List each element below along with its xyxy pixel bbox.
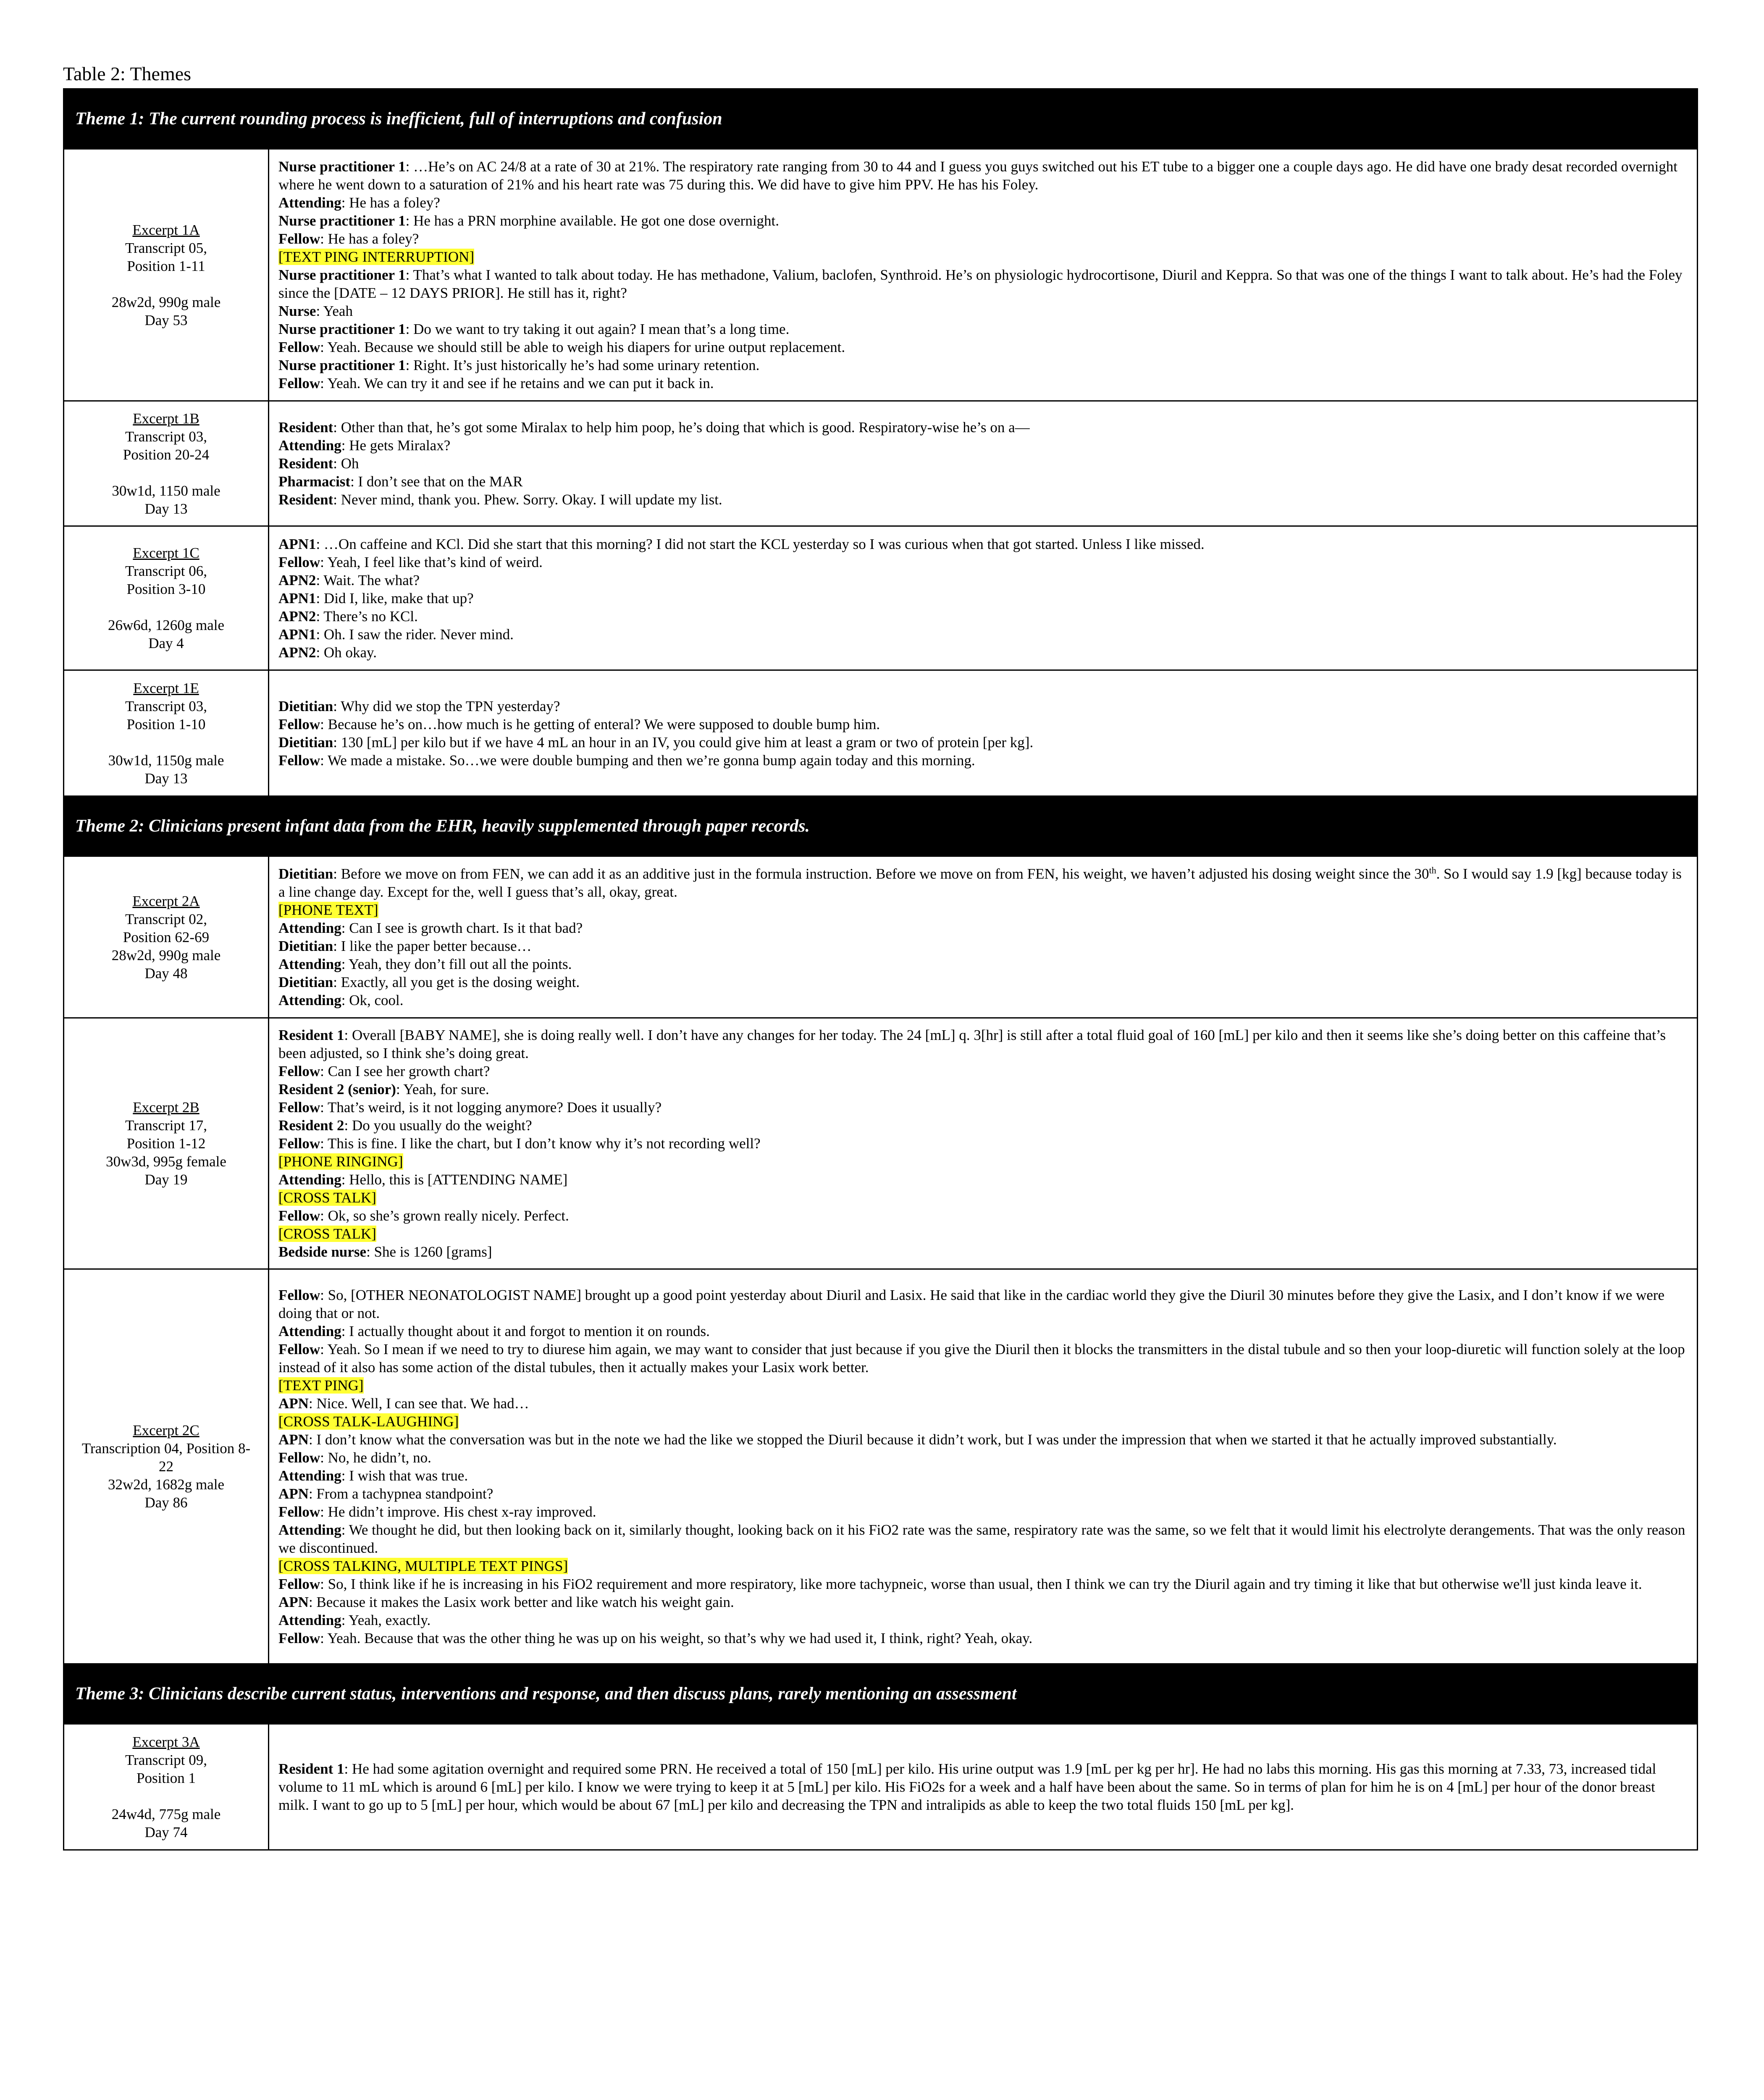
excerpt-row — [64, 670, 1698, 796]
excerpt-meta-cell — [64, 149, 269, 401]
utterance-text: : I actually thought about it and forgot to mention it on rounds. — [341, 1323, 710, 1339]
excerpt-row — [64, 1018, 1698, 1269]
speaker-name: APN — [278, 1395, 309, 1412]
speaker-name: Fellow — [278, 752, 320, 769]
excerpt-label: Excerpt 2B — [133, 1099, 200, 1116]
transcript-line — [278, 733, 1687, 751]
utterance-text: : Why did we stop the TPN yesterday? — [333, 698, 560, 714]
transcript-line — [278, 1116, 1687, 1134]
excerpt-meta-line: Transcript 09, — [125, 1751, 207, 1768]
utterance-text: : Never mind, thank you. Phew. Sorry. Okay. I will update my list. — [333, 491, 722, 508]
excerpt-meta-line: Day 4 — [148, 635, 184, 651]
utterance-text: : Yeah. Because we should still be able to weigh his diapers for urine output replacement. — [320, 339, 845, 355]
transcript-line — [278, 1322, 1687, 1340]
transcript-line — [278, 571, 1687, 589]
speaker-name: APN2 — [278, 608, 316, 625]
utterance-text: : From a tachypnea standpoint? — [308, 1485, 494, 1502]
interruption-note: [CROSS TALK] — [278, 1189, 376, 1206]
speaker-name: Fellow — [278, 375, 320, 391]
utterance-text: : Exactly, all you get is the dosing weight. — [333, 974, 580, 990]
transcript-line — [278, 356, 1687, 374]
utterance-text: : Wait. The what? — [316, 572, 420, 588]
excerpt-meta-line: 30w3d, 995g female — [106, 1153, 226, 1170]
excerpt-meta-line: Position 62-69 — [123, 929, 210, 945]
utterance-text: : She is 1260 [grams] — [366, 1244, 492, 1260]
transcript-line — [278, 715, 1687, 733]
transcript-line — [278, 535, 1687, 553]
utterance-text: : Ok, cool. — [341, 992, 404, 1008]
speaker-name: Nurse practitioner 1 — [278, 357, 406, 373]
transcript-line — [278, 973, 1687, 991]
utterance-text: : I like the paper better because… — [333, 938, 532, 954]
excerpt-meta-cell — [64, 670, 269, 796]
transcript-line — [278, 436, 1687, 454]
speaker-name: Attending — [278, 437, 341, 454]
transcript-line — [278, 266, 1687, 302]
speaker-name: APN — [278, 1431, 309, 1448]
transcript-line — [278, 454, 1687, 472]
utterance-text: : Can I see her growth chart? — [320, 1063, 490, 1079]
utterance-text: : He has a foley? — [320, 231, 419, 247]
excerpt-label: Excerpt 2A — [132, 892, 200, 909]
transcript-line — [278, 1376, 1687, 1394]
utterance-text: : Yeah. We can try it and see if he retains and we can put it back in. — [320, 375, 714, 391]
excerpt-label: Excerpt 3A — [132, 1733, 200, 1750]
speaker-name: Attending — [278, 1612, 341, 1628]
transcript-line — [278, 1394, 1687, 1412]
speaker-name: Fellow — [278, 1099, 320, 1116]
utterance-text: : Because it makes the Lasix work better and like watch his weight gain. — [308, 1593, 734, 1610]
transcript-line — [278, 212, 1687, 230]
utterance-text: : He didn’t improve. His chest x-ray improved. — [320, 1503, 596, 1520]
speaker-name: Dietitian — [278, 698, 333, 714]
theme-header-row — [64, 796, 1698, 856]
transcript-line — [278, 1431, 1687, 1449]
excerpt-label: Excerpt 1C — [133, 545, 200, 561]
excerpt-meta-line: 28w2d, 990g male — [111, 947, 221, 963]
utterance-text: : Oh okay. — [316, 644, 377, 661]
utterance-text: : Do you usually do the weight? — [344, 1117, 532, 1134]
excerpt-row — [64, 1724, 1698, 1850]
themes-table-body — [64, 89, 1698, 1850]
excerpt-meta-line: 30w1d, 1150g male — [108, 752, 224, 769]
speaker-name: Attending — [278, 194, 341, 211]
utterance-text: : Yeah — [316, 303, 353, 319]
speaker-name: APN2 — [278, 572, 316, 588]
transcript-line — [278, 1171, 1687, 1189]
utterance-text: : That’s weird, is it not logging anymore? Does it usually? — [320, 1099, 662, 1116]
transcript-line — [278, 1503, 1687, 1521]
excerpt-meta-line: Position 1-11 — [127, 257, 205, 274]
excerpt-meta-line: Position 3-10 — [126, 581, 206, 597]
transcript-cell — [269, 856, 1698, 1018]
utterance-text: : I don’t see that on the MAR — [350, 473, 523, 490]
excerpt-label: Excerpt 1E — [133, 680, 199, 696]
transcript-line — [278, 1152, 1687, 1171]
excerpt-meta-line: Day 13 — [144, 770, 188, 787]
excerpt-row — [64, 401, 1698, 526]
speaker-name: Attending — [278, 920, 341, 936]
utterance-text: : Oh. I saw the rider. Never mind. — [316, 626, 514, 643]
transcript-line — [278, 1412, 1687, 1431]
utterance-text: : He had some agitation overnight and required some PRN. He received a total of 150 [mL] per kilo. His urine output was 1.9 [mL per kg per hr]. He had no labs this morning. His gas this morning at 7.33, 73, increased tidal volume to 11 mL which is around 6 [mL] per kilo. I know we were trying to keep it at 5 [mL] per kilo. His FiO2s for a week and a half have been about the same. So in terms of plan for him he is on 4 [mL] per hour of the donor breast milk. I want to go up to 5 [mL] per hour, which would be about 67 [mL] per kilo and decreasing the TPN and intralipids as able to keep the two total fluids 150 [mL per kg]. — [278, 1761, 1656, 1813]
transcript-line — [278, 1134, 1687, 1152]
transcript-line — [278, 158, 1687, 194]
speaker-name: APN — [278, 1593, 309, 1610]
theme-header-row — [64, 1664, 1698, 1724]
transcript-line — [278, 1611, 1687, 1629]
theme-title: Theme 2: Clinicians present infant data from the EHR, heavily supplemented through paper records. — [64, 796, 1698, 856]
meta-spacer — [70, 464, 262, 482]
utterance-text: . So I would say 1.9 [kg] because today is a line change day. Except for the, well I guess that’s all, okay, great. — [278, 866, 1682, 900]
transcript-line — [278, 607, 1687, 625]
excerpt-row — [64, 526, 1698, 670]
utterance-text: : Did I, like, make that up? — [316, 590, 474, 606]
speaker-name: Resident 2 — [278, 1117, 344, 1134]
excerpt-meta-cell — [64, 1724, 269, 1850]
transcript-line — [278, 643, 1687, 662]
speaker-name: Fellow — [278, 339, 320, 355]
speaker-name: Attending — [278, 956, 341, 972]
speaker-name: Fellow — [278, 1286, 320, 1303]
excerpt-meta-cell — [64, 1269, 269, 1664]
utterance-text: : Because he’s on…how much is he getting of enteral? We were supposed to double bump him. — [320, 716, 880, 732]
speaker-name: APN1 — [278, 536, 316, 552]
meta-spacer — [70, 275, 262, 293]
transcript-line — [278, 1026, 1687, 1062]
transcript-line — [278, 1593, 1687, 1611]
speaker-name: Fellow — [278, 1503, 320, 1520]
transcript-line — [278, 302, 1687, 320]
speaker-name: Resident — [278, 455, 333, 472]
excerpt-meta-line: Day 74 — [144, 1824, 188, 1840]
interruption-note: [PHONE RINGING] — [278, 1153, 403, 1170]
utterance-text: : That’s what I wanted to talk about today. He has methadone, Valium, baclofen, Synthroid. He’s on physiologic hydrocortisone, Diuril and Keppra. So that was one of the things I want to talk about. He’s had the Foley since the [DATE – 12 DAYS PRIOR]. He still has it, right? — [278, 267, 1683, 301]
transcript-line — [278, 1760, 1687, 1814]
transcript-line — [278, 697, 1687, 715]
utterance-text: : So, [OTHER NEONATOLOGIST NAME] brought up a good point yesterday about Diuril and Lasix. He said that like in the cardiac world they give the Diuril 30 minutes before they give the Lasix, and I don’t know if we were doing that or not. — [278, 1286, 1664, 1321]
transcript-line — [278, 320, 1687, 338]
excerpt-label: Excerpt 2C — [133, 1422, 200, 1438]
speaker-name: Dietitian — [278, 974, 333, 990]
speaker-name: Nurse practitioner 1 — [278, 321, 406, 337]
speaker-name: Pharmacist — [278, 473, 351, 490]
transcript-line — [278, 589, 1687, 607]
transcript-cell — [269, 1724, 1698, 1850]
table-caption: Table 2: Themes — [63, 63, 192, 84]
transcript-line — [278, 919, 1687, 937]
transcript-line — [278, 553, 1687, 571]
excerpt-meta-line: Transcript 02, — [125, 911, 207, 927]
excerpt-row — [64, 149, 1698, 401]
interruption-note: [TEXT PING INTERRUPTION] — [278, 249, 474, 265]
speaker-name: Attending — [278, 1521, 341, 1538]
utterance-text: : Nice. Well, I can see that. We had… — [308, 1395, 529, 1412]
transcript-cell — [269, 1269, 1698, 1664]
utterance-text: : …He’s on AC 24/8 at a rate of 30 at 21%. The respiratory rate ranging from 30 to 44 and I guess you guys switched out his ET tube to a bigger one a couple days ago. He did have one brady desat recorded overnight where he went down to a saturation of 21% and his heart rate was 75 during this. We did have to give him PPV. He has his Foley. — [278, 158, 1677, 193]
speaker-name: Fellow — [278, 231, 320, 247]
excerpt-label: Excerpt 1A — [132, 221, 200, 238]
transcript-line — [278, 865, 1687, 901]
transcript-line — [278, 418, 1687, 436]
speaker-name: Fellow — [278, 1341, 320, 1357]
excerpt-meta-cell — [64, 526, 269, 670]
speaker-name: Fellow — [278, 1575, 320, 1592]
utterance-text: : Oh — [333, 455, 359, 472]
utterance-text: : Ok, so she’s grown really nicely. Perfect. — [320, 1208, 569, 1224]
utterance-text: : …On caffeine and KCl. Did she start that this morning? I did not start the KCL yesterday so I was curious when that got started. Unless I like missed. — [316, 536, 1205, 552]
transcript-line — [278, 1557, 1687, 1575]
transcript-line — [278, 1062, 1687, 1080]
theme-header-row — [64, 89, 1698, 149]
transcript-line — [278, 374, 1687, 392]
transcript-line — [278, 491, 1687, 509]
utterance-text: : 130 [mL] per kilo but if we have 4 mL an hour in an IV, you could give him at least a gram or two of protein [per kg]. — [333, 734, 1034, 751]
excerpt-meta-line: 24w4d, 775g male — [111, 1806, 221, 1822]
utterance-text: : He has a foley? — [341, 194, 440, 211]
themes-table — [63, 88, 1698, 1851]
transcript-cell — [269, 149, 1698, 401]
meta-spacer — [70, 598, 262, 616]
excerpt-meta-line: Position 20-24 — [123, 446, 210, 463]
transcript-line — [278, 1575, 1687, 1593]
speaker-name: APN — [278, 1485, 309, 1502]
speaker-name: Attending — [278, 1323, 341, 1339]
interruption-note: [CROSS TALKING, MULTIPLE TEXT PINGS] — [278, 1557, 568, 1574]
speaker-name: Resident — [278, 491, 333, 508]
transcript-line — [278, 194, 1687, 212]
excerpt-meta-line: 22 — [159, 1458, 173, 1475]
speaker-name: Fellow — [278, 1135, 320, 1152]
speaker-name: Attending — [278, 1467, 341, 1484]
speaker-name: Bedside nurse — [278, 1244, 367, 1260]
transcript-line — [278, 248, 1687, 266]
speaker-name: Nurse — [278, 303, 316, 319]
speaker-name: Fellow — [278, 1063, 320, 1079]
excerpt-meta-line: Transcript 03, — [125, 428, 207, 445]
speaker-name: Resident 2 (senior) — [278, 1081, 396, 1097]
transcript-line — [278, 955, 1687, 973]
utterance-text: : Hello, this is [ATTENDING NAME] — [341, 1171, 568, 1188]
theme-title: Theme 1: The current rounding process is inefficient, full of interruptions and confusion — [64, 89, 1698, 149]
speaker-name: Resident 1 — [278, 1761, 344, 1777]
excerpt-meta-line: Day 19 — [144, 1171, 188, 1188]
utterance-text: : So, I think like if he is increasing in his FiO2 requirement and more respiratory, like more tachypneic, worse than usual, then I think we can try the Diuril again and try timing it like that but otherwise we'll just kinda leave it. — [320, 1575, 1642, 1592]
transcript-line — [278, 1098, 1687, 1116]
speaker-name: APN1 — [278, 626, 316, 643]
speaker-name: Fellow — [278, 716, 320, 732]
speaker-name: Dietitian — [278, 734, 333, 751]
interruption-note: [CROSS TALK] — [278, 1226, 376, 1242]
speaker-name: Attending — [278, 992, 341, 1008]
transcript-line — [278, 1467, 1687, 1485]
transcript-line — [278, 472, 1687, 491]
speaker-name: Fellow — [278, 1630, 320, 1646]
theme-title: Theme 3: Clinicians describe current status, interventions and response, and then discuss plans, rarely mentioning an assessment — [64, 1664, 1698, 1724]
utterance-text: : There’s no KCl. — [316, 608, 418, 625]
transcript-line — [278, 937, 1687, 955]
interruption-note: [CROSS TALK-LAUGHING] — [278, 1413, 459, 1430]
transcript-line — [278, 1243, 1687, 1261]
speaker-name: Attending — [278, 1171, 341, 1188]
excerpt-meta-line: Transcription 04, Position 8- — [81, 1440, 251, 1457]
utterance-text: : Yeah, for sure. — [396, 1081, 489, 1097]
speaker-name: APN2 — [278, 644, 316, 661]
utterance-text: : Yeah, exactly. — [341, 1612, 431, 1628]
utterance-text: : Can I see is growth chart. Is it that bad? — [341, 920, 583, 936]
speaker-name: Dietitian — [278, 866, 333, 882]
transcript-line — [278, 1080, 1687, 1098]
interruption-note: [PHONE TEXT] — [278, 902, 378, 918]
utterance-text: : Yeah, I feel like that’s kind of weird. — [320, 554, 543, 570]
excerpt-meta-line: 30w1d, 1150 male — [112, 482, 220, 499]
speaker-name: Dietitian — [278, 938, 333, 954]
transcript-line — [278, 991, 1687, 1009]
speaker-name: Fellow — [278, 1449, 320, 1466]
excerpt-meta-cell — [64, 1018, 269, 1269]
utterance-text: : Other than that, he’s got some Miralax to help him poop, he’s doing that which is good. Respiratory-wise he’s on a— — [333, 419, 1030, 436]
meta-spacer — [70, 733, 262, 751]
speaker-name: Nurse practitioner 1 — [278, 158, 406, 175]
utterance-text: : He has a PRN morphine available. He got one dose overnight. — [405, 213, 780, 229]
speaker-name: Resident 1 — [278, 1027, 344, 1043]
transcript-line — [278, 1207, 1687, 1225]
utterance-text: : No, he didn’t, no. — [320, 1449, 431, 1466]
transcript-line — [278, 1485, 1687, 1503]
excerpt-row — [64, 1269, 1698, 1664]
transcript-line — [278, 1286, 1687, 1322]
utterance-text: : Yeah. So I mean if we need to try to diurese him again, we may want to consider that just because if you give the Diuril then it blocks the transmitters in the distal tubule and so then your loop-diuretic will function solely at the loop instead of it also has some action of the distal tubules, then it actually makes your Lasix work better. — [278, 1341, 1685, 1376]
excerpt-meta-line: Day 48 — [144, 965, 188, 982]
transcript-line — [278, 901, 1687, 919]
speaker-name: Nurse practitioner 1 — [278, 267, 406, 283]
utterance-text: : We made a mistake. So…we were double bumping and then we’re gonna bump again today and this morning. — [320, 752, 975, 769]
excerpt-meta-line: 28w2d, 990g male — [111, 294, 221, 310]
excerpt-meta-line: 26w6d, 1260g male — [108, 617, 225, 633]
utterance-text: : Do we want to try taking it out again? I mean that’s a long time. — [405, 321, 790, 337]
utterance-text: : Before we move on from FEN, we can add it as an additive just in the formula instruction. Before we move on from FEN, his weight, we haven’t adjusted his dosing weight since the 30 — [333, 866, 1429, 882]
transcript-line — [278, 1449, 1687, 1467]
excerpt-meta-line: Transcript 03, — [125, 698, 207, 714]
utterance-text: : I wish that was true. — [341, 1467, 468, 1484]
transcript-line — [278, 338, 1687, 356]
utterance-text: : We thought he did, but then looking back on it, similarly thought, looking back on it his FiO2 rate was the same, respiratory rate was the same, so we felt that it would limit his electrolyte derangements. That was the only reason we discontinued. — [278, 1521, 1685, 1556]
excerpt-meta-line: 32w2d, 1682g male — [108, 1476, 225, 1493]
speaker-name: Nurse practitioner 1 — [278, 213, 406, 229]
transcript-line — [278, 1189, 1687, 1207]
speaker-name: APN1 — [278, 590, 316, 606]
excerpt-label: Excerpt 1B — [133, 410, 200, 427]
transcript-line — [278, 1521, 1687, 1557]
transcript-line — [278, 230, 1687, 248]
excerpt-meta-line: Position 1 — [136, 1769, 196, 1786]
excerpt-meta-line: Transcript 17, — [125, 1117, 207, 1134]
speaker-name: Fellow — [278, 1208, 320, 1224]
utterance-text: : I don’t know what the conversation was but in the note we had the like we stopped the Diuril because it didn’t work, but I was under the impression that when we started it that he actually improved substantially. — [308, 1431, 1557, 1448]
utterance-text: : He gets Miralax? — [341, 437, 451, 454]
transcript-cell — [269, 670, 1698, 796]
excerpt-meta-line: Transcript 06, — [125, 563, 207, 579]
transcript-line — [278, 625, 1687, 643]
excerpt-meta-cell — [64, 401, 269, 526]
excerpt-meta-line: Day 53 — [144, 312, 188, 328]
utterance-text: : Overall [BABY NAME], she is doing really well. I don’t have any changes for her today. The 24 [mL] q. 3[hr] is still after a total fluid goal of 160 [mL] per kilo and then it seems like she’s doing better on this caffeine that’s been adjusted, so I think she’s doing great. — [278, 1027, 1666, 1061]
utterance-text: : Yeah. Because that was the other thing he was up on his weight, so that’s why we had used it, I think, right? Yeah, okay. — [320, 1630, 1033, 1646]
meta-spacer — [70, 1787, 262, 1805]
utterance-text: : Yeah, they don’t fill out all the points. — [341, 956, 572, 972]
excerpt-meta-line: Position 1-10 — [126, 716, 206, 732]
ordinal-suffix: th — [1429, 865, 1436, 876]
interruption-note: [TEXT PING] — [278, 1377, 364, 1394]
speaker-name: Resident — [278, 419, 333, 436]
excerpt-meta-line: Transcript 05, — [125, 239, 207, 256]
excerpt-row — [64, 856, 1698, 1018]
transcript-line — [278, 1629, 1687, 1647]
utterance-text: : Right. It’s just historically he’s had some urinary retention. — [405, 357, 760, 373]
transcript-cell — [269, 1018, 1698, 1269]
excerpt-meta-cell — [64, 856, 269, 1018]
transcript-line — [278, 1225, 1687, 1243]
excerpt-meta-line: Position 1-12 — [126, 1135, 206, 1152]
excerpt-meta-line: Day 13 — [144, 500, 188, 517]
utterance-text: : This is fine. I like the chart, but I don’t know why it’s not recording well? — [320, 1135, 761, 1152]
transcript-cell — [269, 526, 1698, 670]
transcript-cell — [269, 401, 1698, 526]
transcript-line — [278, 751, 1687, 769]
transcript-line — [278, 1340, 1687, 1376]
excerpt-meta-line: Day 86 — [144, 1494, 188, 1511]
speaker-name: Fellow — [278, 554, 320, 570]
